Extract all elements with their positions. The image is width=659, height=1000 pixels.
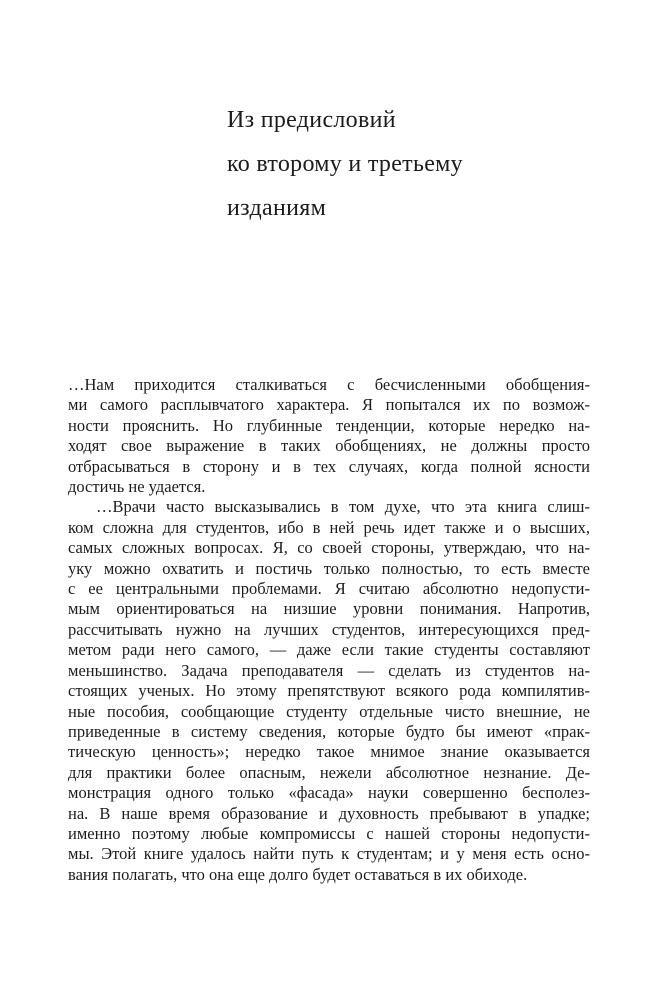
text-line: метом ради него самого, — даже если такие студенты составляют bbox=[68, 640, 590, 660]
chapter-title-line-2: ко второму и третьему bbox=[227, 151, 463, 177]
text-line: уку можно охватить и постичь только полностью, то есть вместе bbox=[68, 558, 590, 578]
text-line: ности прояснить. Но глубинные тенденции, которые нередко на- bbox=[68, 415, 590, 435]
text-line: ные пособия, сообщающие студенту отдельные чисто внешние, не bbox=[68, 701, 590, 721]
text-line: приведенные в систему сведения, которые будто бы имеют «прак- bbox=[68, 721, 590, 741]
text-line: с ее центральными проблемами. Я считаю абсолютно недопусти- bbox=[68, 579, 590, 599]
text-line: меньшинство. Задача преподавателя — сделать из студентов на- bbox=[68, 660, 590, 680]
text-line: для практики более опасным, нежели абсолютное незнание. Де- bbox=[68, 762, 590, 782]
text-line: самых сложных вопросах. Я, со своей стороны, утверждаю, что на- bbox=[68, 538, 590, 558]
text-line: отбрасываться в сторону и в тех случаях, когда полной ясности bbox=[68, 456, 590, 476]
chapter-title-line-1: Из предисловий bbox=[227, 107, 396, 133]
text-line: ми самого расплывчатого характера. Я попытался их по возмож- bbox=[68, 395, 590, 415]
chapter-title-line-3: изданиям bbox=[227, 195, 327, 221]
text-line: тическую ценность»; нередко такое мнимое знание оказывается bbox=[68, 742, 590, 762]
text-line: рассчитывать нужно на лучших студентов, интересующихся пред- bbox=[68, 619, 590, 639]
paragraph-2 bbox=[68, 497, 590, 885]
text-line: …Нам приходится сталкиваться с бесчисленными обобщения- bbox=[68, 375, 590, 394]
text-line: мым ориентироваться на низшие уровни понимания. Напротив, bbox=[68, 599, 590, 619]
text-line: ком сложна для студентов, ибо в ней речь идет также и о высших, bbox=[68, 517, 590, 537]
paragraph-1 bbox=[68, 375, 590, 497]
text-line: мы. Этой книге удалось найти путь к студентам; и у меня есть осно- bbox=[68, 844, 590, 864]
text-line: достичь не удается. bbox=[68, 477, 206, 497]
text-line: …Врачи часто высказывались в том духе, что эта книга слиш- bbox=[96, 497, 590, 517]
chapter-title bbox=[227, 98, 463, 230]
text-line: монстрация одного только «фасада» науки совершенно бесполез- bbox=[68, 783, 590, 803]
text-line: на. В наше время образование и духовность пребывают в упадке; bbox=[68, 803, 590, 823]
body-text bbox=[68, 375, 590, 885]
text-line: вания полагать, что она еще долго будет оставаться в их обиходе. bbox=[68, 864, 528, 884]
text-line: ходят свое выражение в таких обобщениях, не должны просто bbox=[68, 436, 590, 456]
text-line: стоящих ученых. Но этому препятствуют всякого рода компилятив- bbox=[68, 681, 590, 701]
text-line: именно поэтому любые компромиссы с нашей стороны недопусти- bbox=[68, 823, 590, 843]
